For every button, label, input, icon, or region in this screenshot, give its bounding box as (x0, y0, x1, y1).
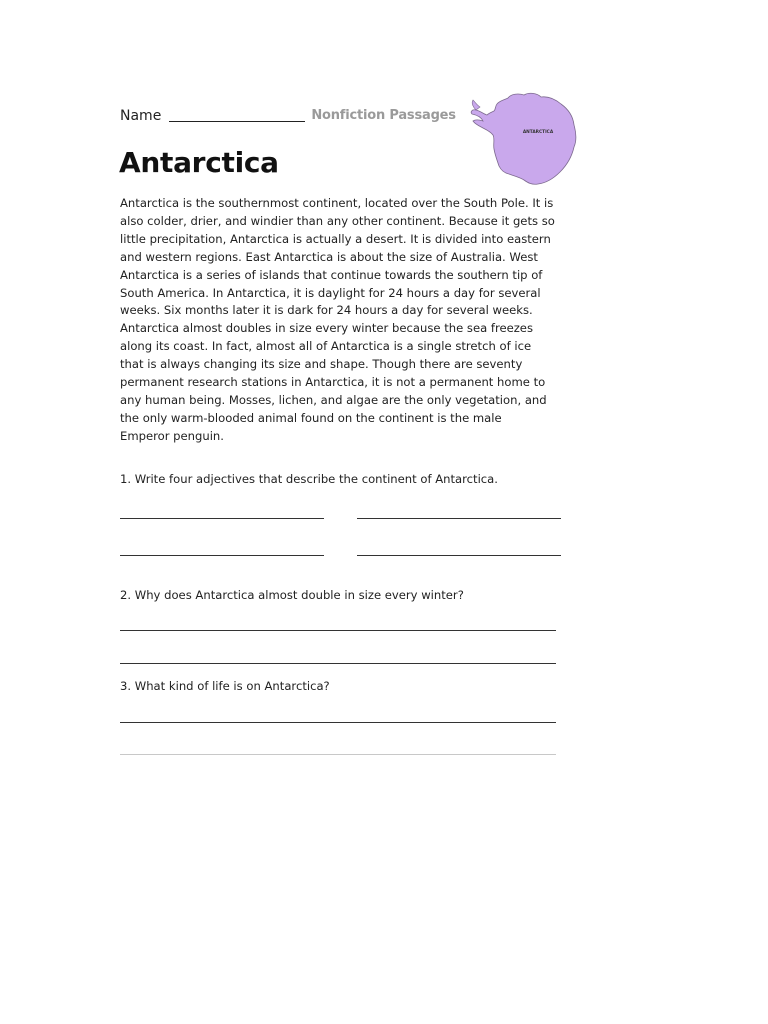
name-label: Name (120, 108, 162, 124)
passage-text (120, 195, 572, 446)
peninsula (472, 100, 480, 110)
name-field-line[interactable] (169, 121, 305, 122)
map-label: ANTARCTICA (522, 130, 554, 135)
name-row (120, 106, 456, 126)
answer-line-1b[interactable] (357, 518, 561, 519)
answer-line-2b[interactable] (120, 663, 556, 664)
question-1: 1. Write four adjectives that describe the continent of Antarctica. (120, 472, 498, 486)
passage-line: any human being. Mosses, lichen, and algae are the only vegetation, and (120, 392, 547, 407)
answer-line-1a[interactable] (120, 518, 324, 519)
passage-line: Antarctica almost doubles in size every winter because the sea freezes (120, 321, 533, 336)
passage-line: Emperor penguin. (120, 428, 224, 443)
answer-line-3b[interactable] (120, 754, 556, 755)
answer-line-3a[interactable] (120, 722, 556, 723)
passage-line: that is always changing its size and shape. Though there are seventy (120, 357, 523, 372)
page-title: Antarctica (119, 146, 279, 179)
passage-line: and western regions. East Antarctica is about the size of Australia. West (120, 249, 538, 264)
passage-line: Antarctica is the southernmost continent, located over the South Pole. It is (120, 196, 554, 210)
answer-line-2a[interactable] (120, 630, 556, 631)
passage-line: the only warm-blooded animal found on the continent is the male (120, 410, 502, 425)
passage-line: South America. In Antarctica, it is daylight for 24 hours a day for several (120, 285, 541, 300)
passage-line: weeks. Six months later it is dark for 24 hours a day for several weeks. (120, 303, 533, 318)
answer-line-1d[interactable] (357, 555, 561, 556)
antarctica-map (468, 88, 590, 188)
series-label: Nonfiction Passages (311, 108, 456, 123)
passage-line: permanent research stations in Antarctica, it is not a permanent home to (120, 375, 546, 390)
passage-line: little precipitation, Antarctica is actually a desert. It is divided into eastern (120, 231, 551, 246)
passage-line: along its coast. In fact, almost all of Antarctica is a single stretch of ice (120, 339, 532, 354)
question-2: 2. Why does Antarctica almost double in size every winter? (120, 588, 464, 602)
passage-line: Antarctica is a series of islands that continue towards the southern tip of (120, 267, 543, 282)
answer-line-1c[interactable] (120, 555, 324, 556)
passage-line: also colder, drier, and windier than any other continent. Because it gets so (120, 213, 555, 228)
question-3: 3. What kind of life is on Antarctica? (120, 679, 330, 693)
antarctica-landmass (471, 93, 576, 184)
